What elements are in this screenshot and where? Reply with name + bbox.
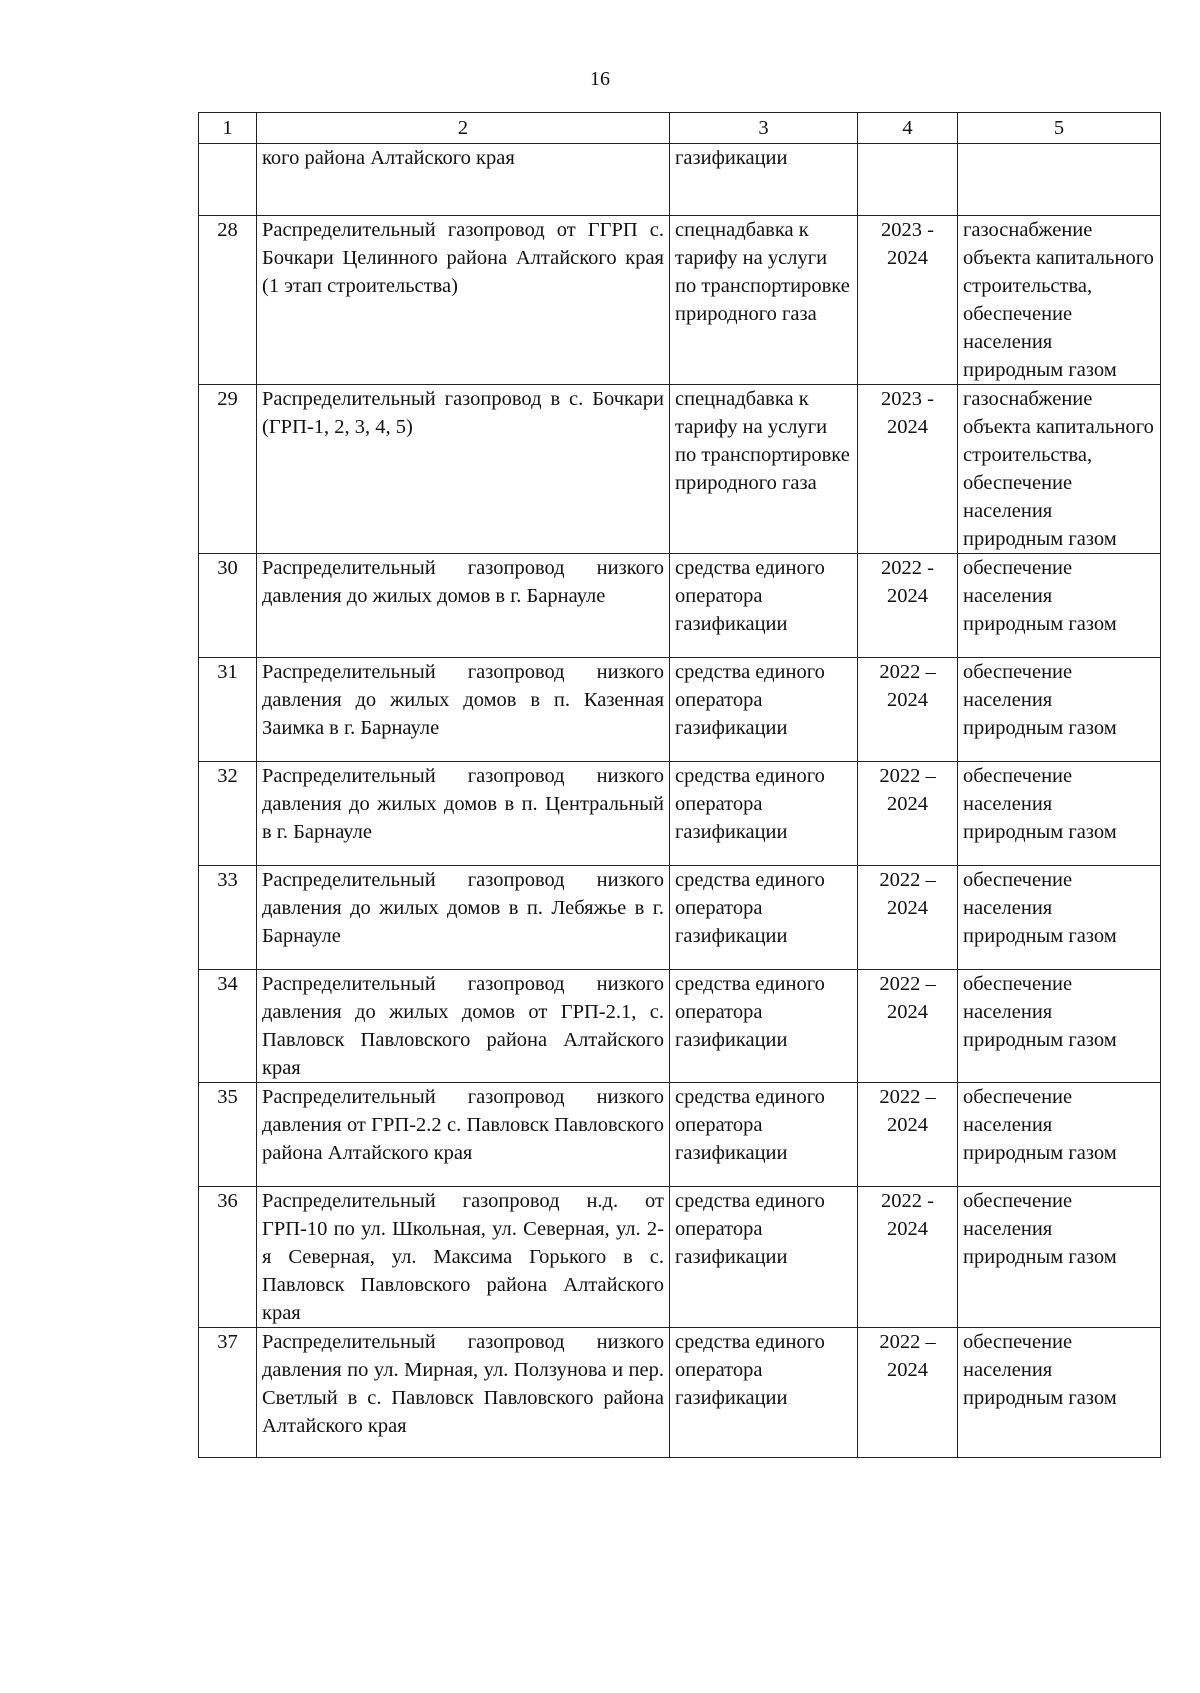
table-row <box>199 385 1161 554</box>
purpose: газоснабжение объекта капитального строительства, обеспечение населения природным газом <box>958 216 1161 385</box>
object-name: Распределительный газопровод низкого давления от ГРП-2.2 с. Павловск Павловского района Алтайского края <box>257 1083 670 1187</box>
object-name: Распределительный газопровод низкого давления до жилых домов в п. Лебяжье в г. Барнауле <box>257 866 670 970</box>
gas-pipeline-table <box>198 112 1161 1458</box>
financing-source: средства единого оператора газификации <box>670 1083 858 1187</box>
table-row <box>199 658 1161 762</box>
financing-source: средства единого оператора газификации <box>670 866 858 970</box>
implementation-period: 2022 – 2024 <box>858 866 958 970</box>
object-name: Распределительный газопровод н.д. от ГРП-10 по ул. Школьная, ул. Северная, ул. 2-я Северная, ул. Максима Горького в с. Павловск Павловского района Алтайского края <box>257 1187 670 1328</box>
financing-source: спецнадбавка к тарифу на услуги по транспортировке природного газа <box>670 216 858 385</box>
object-name: Распределительный газопровод низкого давления по ул. Мирная, ул. Ползунова и пер. Светлый в с. Павловск Павловского района Алтайского края <box>257 1328 670 1458</box>
financing-source: средства единого оператора газификации <box>670 658 858 762</box>
row-number: 36 <box>199 1187 257 1328</box>
implementation-period: 2022 – 2024 <box>858 1083 958 1187</box>
row-number <box>199 144 257 216</box>
financing-source: средства единого оператора газификации <box>670 762 858 866</box>
financing-source: средства единого оператора газификации <box>670 554 858 658</box>
implementation-period: 2022 - 2024 <box>858 1187 958 1328</box>
implementation-period: 2022 – 2024 <box>858 1328 958 1458</box>
purpose: обеспечение населения природным газом <box>958 1187 1161 1328</box>
financing-source: спецнадбавка к тарифу на услуги по транспортировке природного газа <box>670 385 858 554</box>
table-row <box>199 216 1161 385</box>
table-row <box>199 1083 1161 1187</box>
implementation-period: 2023 - 2024 <box>858 385 958 554</box>
column-header-1: 1 <box>199 113 257 144</box>
row-number: 28 <box>199 216 257 385</box>
implementation-period <box>858 144 958 216</box>
row-number: 30 <box>199 554 257 658</box>
column-header-2: 2 <box>257 113 670 144</box>
row-number: 37 <box>199 1328 257 1458</box>
implementation-period: 2022 - 2024 <box>858 554 958 658</box>
object-name: Распределительный газопровод от ГГРП с. Бочкари Целинного района Алтайского края (1 этап строительства) <box>257 216 670 385</box>
purpose: газоснабжение объекта капитального строительства, обеспечение населения природным газом <box>958 385 1161 554</box>
table-row <box>199 866 1161 970</box>
column-header-4: 4 <box>858 113 958 144</box>
purpose: обеспечение населения природным газом <box>958 1083 1161 1187</box>
object-name: Распределительный газопровод низкого давления до жилых домов в г. Барнауле <box>257 554 670 658</box>
financing-source: средства единого оператора газификации <box>670 970 858 1083</box>
purpose: обеспечение населения природным газом <box>958 970 1161 1083</box>
object-name: Распределительный газопровод в с. Бочкари (ГРП-1, 2, 3, 4, 5) <box>257 385 670 554</box>
purpose: обеспечение населения природным газом <box>958 762 1161 866</box>
implementation-period: 2022 – 2024 <box>858 762 958 866</box>
table-row <box>199 762 1161 866</box>
column-header-5: 5 <box>958 113 1161 144</box>
row-number: 34 <box>199 970 257 1083</box>
table-row <box>199 970 1161 1083</box>
object-name: Распределительный газопровод низкого давления до жилых домов от ГРП-2.1, с. Павловск Павловского района Алтайского края <box>257 970 670 1083</box>
row-number: 32 <box>199 762 257 866</box>
row-number: 29 <box>199 385 257 554</box>
table-header-row <box>199 113 1161 144</box>
purpose: обеспечение населения природным газом <box>958 866 1161 970</box>
implementation-period: 2022 – 2024 <box>858 658 958 762</box>
financing-source: газификации <box>670 144 858 216</box>
row-number: 31 <box>199 658 257 762</box>
table-row <box>199 1328 1161 1458</box>
financing-source: средства единого оператора газификации <box>670 1328 858 1458</box>
financing-source: средства единого оператора газификации <box>670 1187 858 1328</box>
page-number: 16 <box>590 68 610 90</box>
purpose: обеспечение населения природным газом <box>958 554 1161 658</box>
object-name: Распределительный газопровод низкого давления до жилых домов в п. Центральный в г. Барнауле <box>257 762 670 866</box>
implementation-period: 2023 - 2024 <box>858 216 958 385</box>
purpose: обеспечение населения природным газом <box>958 1328 1161 1458</box>
row-number: 35 <box>199 1083 257 1187</box>
implementation-period: 2022 – 2024 <box>858 970 958 1083</box>
table-row <box>199 554 1161 658</box>
object-name: кого района Алтайского края <box>257 144 670 216</box>
table-row-continuation <box>199 144 1161 216</box>
purpose: обеспечение населения природным газом <box>958 658 1161 762</box>
purpose <box>958 144 1161 216</box>
table-row <box>199 1187 1161 1328</box>
object-name: Распределительный газопровод низкого давления до жилых домов в п. Казенная Заимка в г. Барнауле <box>257 658 670 762</box>
column-header-3: 3 <box>670 113 858 144</box>
row-number: 33 <box>199 866 257 970</box>
